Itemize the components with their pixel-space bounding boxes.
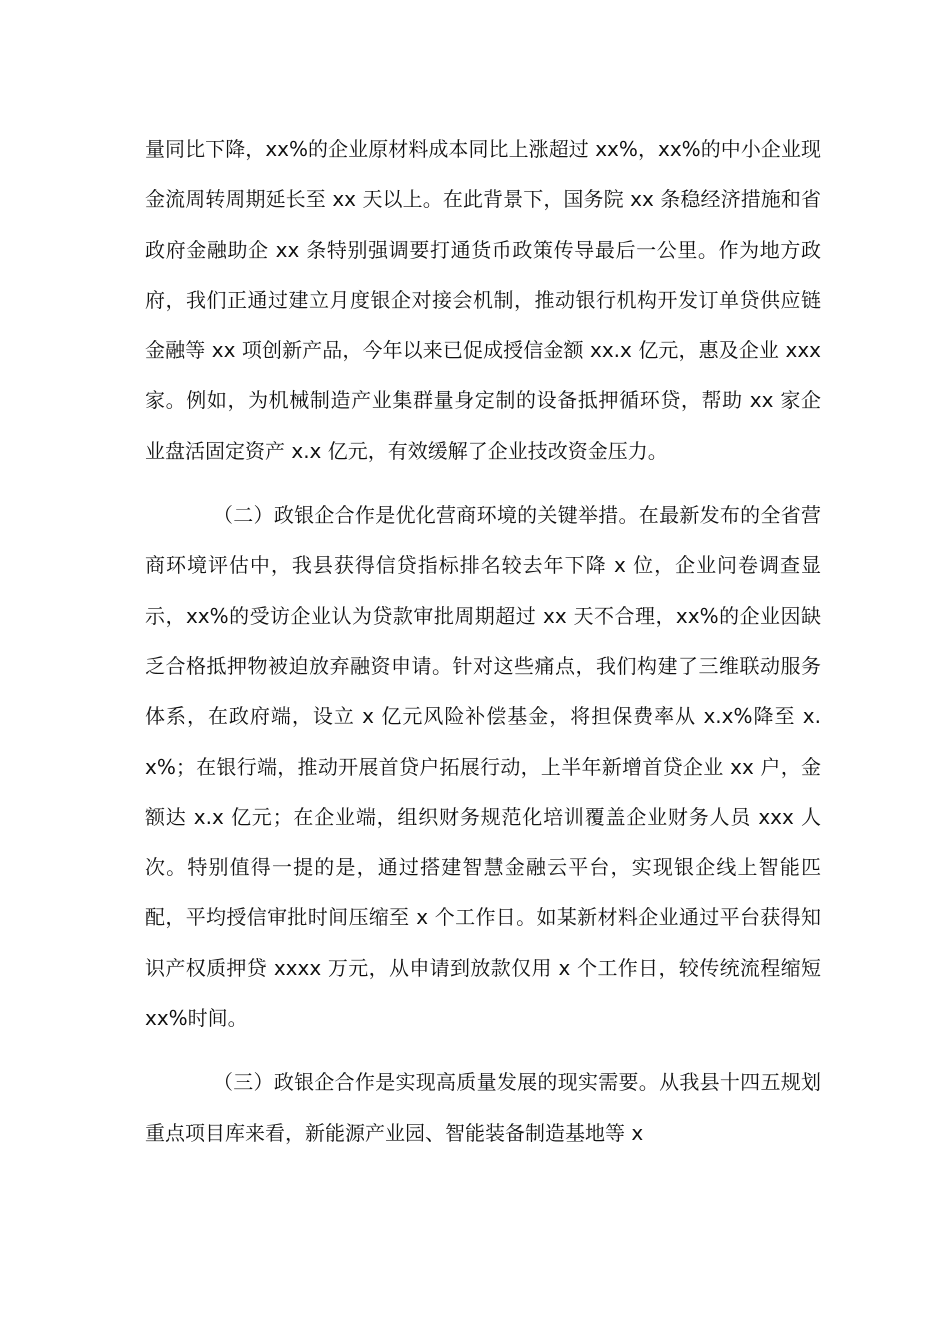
paragraph-section-2: （二）政银企合作是优化营商环境的关键举措。在最新发布的全省营商环境评估中，我县获得信贷指标排名较去年下降 x 位，企业问卷调查显示，xx%的受访企业认为贷款审批周期超过 xx 天不合理，xx%的企业因缺乏合格抵押物被迫放弃融资申请。针对这些痛点，我们构建了三维联动服务体系，在政府端，设立 x 亿元风险补偿基金，将担保费率从 x.x%降至 x.x%；在银行端，推动开展首贷户拓展行动，上半年新增首贷企业 xx 户，金额达 x.x 亿元；在企业端，组织财务规范化培训覆盖企业财务人员 xxx 人次。特别值得一提的是，通过搭建智慧金融云平台，实现银企线上智能匹配，平均授信审批时间压缩至 x 个工作日。如某新材料企业通过平台获得知识产权质押贷 xxxx 万元，从申请到放款仅用 x 个工作日，较传统流程缩短 xx%时间。 bbox=[145, 503, 821, 1031]
paragraph-section-3: （三）政银企合作是实现高质量发展的现实需要。从我县十四五规划重点项目库来看，新能源产业园、智能装备制造基地等 x bbox=[145, 1070, 821, 1145]
document-body bbox=[145, 124, 821, 1172]
paragraph-continuation: 量同比下降，xx%的企业原材料成本同比上涨超过 xx%，xx%的中小企业现金流周转周期延长至 xx 天以上。在此背景下，国务院 xx 条稳经济措施和省政府金融助企 xx 条特别强调要打通货币政策传导最后一公里。作为地方政府，我们正通过建立月度银企对接会机制，推动银行机构开发订单贷供应链金融等 xx 项创新产品，今年以来已促成授信金额 xx.x 亿元，惠及企业 xxx 家。例如，为机械制造产业集群量身定制的设备抵押循环贷，帮助 xx 家企业盘活固定资产 x.x 亿元，有效缓解了企业技改资金压力。 bbox=[145, 137, 821, 463]
